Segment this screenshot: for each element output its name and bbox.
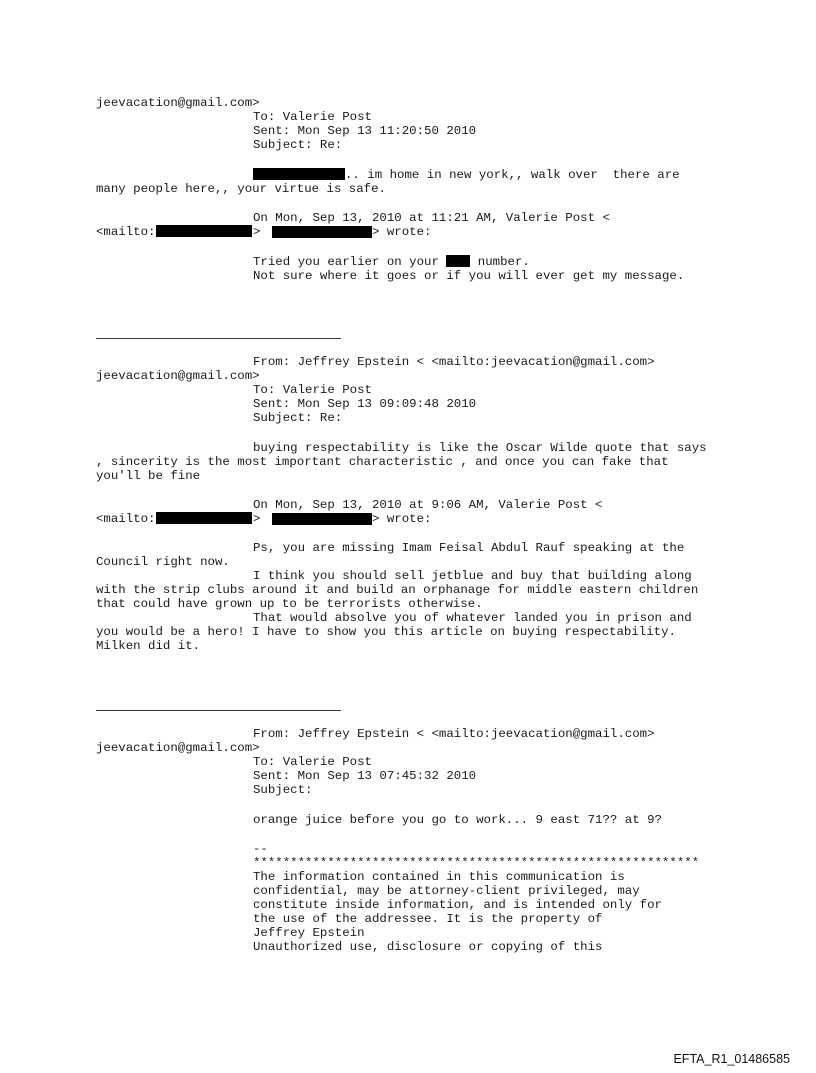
disclaimer-line: Unauthorized use, disclosure or copying of this [253, 940, 603, 954]
disclaimer-line: Jeffrey Epstein [253, 926, 365, 940]
body-line: , sincerity is the most important characteristic , and once you can fake that [96, 455, 669, 469]
quote-header: On Mon, Sep 13, 2010 at 11:21 AM, Valerie Post < [253, 211, 610, 225]
redaction-bar [253, 168, 345, 180]
quoted-text: number. [477, 255, 530, 269]
quote-mailto-line [96, 225, 432, 239]
quoted-line: I think you should sell jetblue and buy that building along [253, 569, 692, 583]
to-line: To: Valerie Post [253, 755, 372, 769]
from-address-continued: jeevacation@gmail.com> [96, 369, 260, 383]
subject-line: Subject: Re: [253, 411, 343, 425]
document-id: EFTA_R1_01486585 [673, 1052, 790, 1066]
quoted-line: Not sure where it goes or if you will ever get my message. [253, 269, 685, 283]
from-address-continued: jeevacation@gmail.com> [96, 96, 260, 110]
bracket-text: > [253, 225, 261, 239]
quoted-line: that could have grown up to be terrorists otherwise. [96, 597, 483, 611]
quote-header: On Mon, Sep 13, 2010 at 9:06 AM, Valerie Post < [253, 498, 603, 512]
quoted-line: That would absolve you of whatever landed you in prison and [253, 611, 692, 625]
redaction-bar [446, 255, 470, 267]
body-line: orange juice before you go to work... 9 east 71?? at 9? [253, 813, 662, 827]
disclaimer-line: the use of the addressee. It is the property of [253, 912, 603, 926]
bracket-text: > [253, 512, 261, 526]
subject-line: Subject: Re: [253, 138, 343, 152]
body-text: .. im home in new york,, walk over there are [345, 168, 680, 182]
mailto-text: <mailto: [96, 512, 156, 526]
from-line: From: Jeffrey Epstein < <mailto:jeevacation@gmail.com> [253, 355, 655, 369]
quoted-line: Council right now. [96, 555, 230, 569]
separator-rule [96, 710, 341, 711]
disclaimer-line: confidential, may be attorney-client privileged, may [253, 884, 640, 898]
quoted-line: Milken did it. [96, 639, 201, 653]
quoted-line [253, 255, 530, 269]
wrote-text: > wrote: [372, 512, 432, 526]
body-line [253, 168, 680, 182]
quoted-line: Ps, you are missing Imam Feisal Abdul Rauf speaking at the [253, 541, 685, 555]
mailto-text: <mailto: [96, 225, 156, 239]
separator-rule [96, 338, 341, 339]
body-line: you'll be fine [96, 469, 201, 483]
asterisk-rule: ************************************************************ [253, 856, 700, 870]
sent-line: Sent: Mon Sep 13 11:20:50 2010 [253, 124, 477, 138]
disclaimer-line: constitute inside information, and is intended only for [253, 898, 662, 912]
to-line: To: Valerie Post [253, 383, 372, 397]
quoted-line: you would be a hero! I have to show you this article on buying respectability. [96, 625, 676, 639]
redaction-bar [272, 513, 372, 525]
body-line: buying respectability is like the Oscar Wilde quote that says [253, 441, 707, 455]
sent-line: Sent: Mon Sep 13 07:45:32 2010 [253, 769, 477, 783]
disclaimer-line: The information contained in this communication is [253, 870, 625, 884]
to-line: To: Valerie Post [253, 110, 372, 124]
from-line: From: Jeffrey Epstein < <mailto:jeevacation@gmail.com> [253, 727, 655, 741]
sent-line: Sent: Mon Sep 13 09:09:48 2010 [253, 397, 477, 411]
from-address-continued: jeevacation@gmail.com> [96, 741, 260, 755]
quote-mailto-line [96, 512, 432, 526]
redaction-bar [272, 226, 372, 238]
signature-dash: -- [253, 842, 268, 856]
wrote-text: > wrote: [372, 225, 432, 239]
redaction-bar [156, 225, 252, 237]
quoted-line: with the strip clubs around it and build an orphanage for middle eastern children [96, 583, 699, 597]
subject-line: Subject: [253, 783, 313, 797]
body-line: many people here,, your virtue is safe. [96, 182, 386, 196]
quoted-text: Tried you earlier on your [253, 255, 439, 269]
redaction-bar [156, 512, 252, 524]
